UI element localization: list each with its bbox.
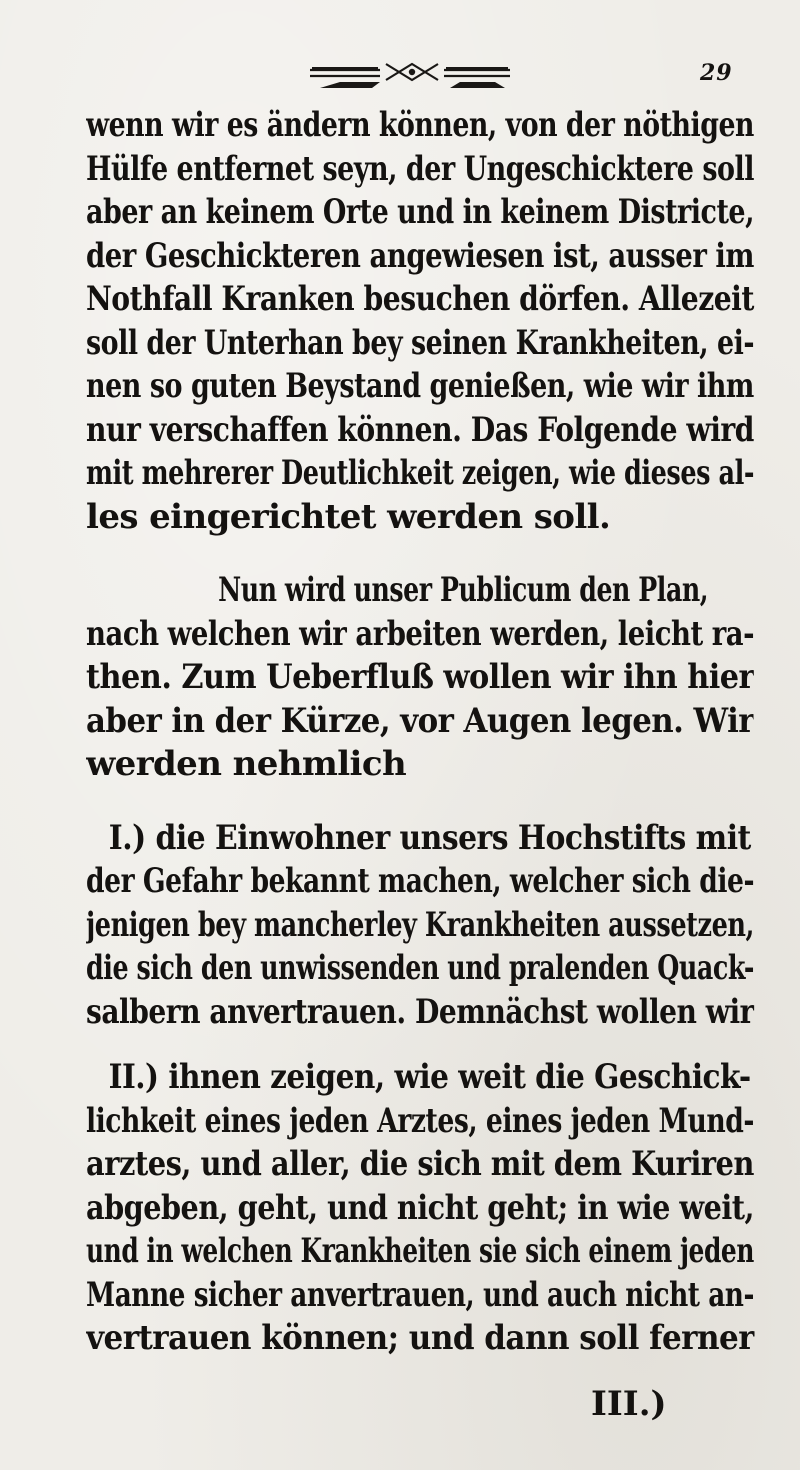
text-line: II.) ihnen zeigen, wie weit die Geschick- [108,1057,751,1097]
printer-ornament-icon [300,52,520,92]
paragraph-spacer [86,1361,754,1383]
paragraph-spacer [86,539,754,569]
text-line: aber in der Kürze, vor Augen legen. Wir [86,700,754,741]
text-line: soll der Unterhan bey seinen Krankheiten, ei- [86,322,755,363]
paragraph-2 [86,569,754,787]
text-line: vertrauen können; und dann soll ferner [86,1318,755,1358]
page-number: 29 [700,60,733,86]
paragraph-spacer [86,1034,754,1056]
text-line: der Gefahr bekannt machen, welcher sich die- [86,861,755,901]
text-line: nach welchen wir arbeiten werden, leicht ra- [86,613,755,654]
text-line: abgeben, geht, und nicht geht; in wie weit, [86,1187,754,1228]
text-line: lichkeit eines jeden Arztes, eines jeden Mund- [86,1100,754,1141]
text-line: Nothfall Kranken besuchen dörfen. Allezeit [86,279,754,319]
text-line: der Geschickteren angewiesen ist, ausser im [86,235,755,276]
paragraph-spacer [86,787,754,817]
text-line: die sich den unwissenden und pralenden Quack- [86,948,754,988]
text-line: und in welchen Krankheiten sie sich einem jeden [86,1231,754,1271]
text-line: jenigen bey mancherley Krankheiten aussetzen, [86,904,754,945]
paragraph-1 [86,104,754,539]
paragraph-4 [86,1056,754,1361]
text-line: nur verschaffen können. Das Folgende wird [86,409,755,450]
paragraph-3 [86,817,754,1035]
text-line: les eingerichtet werden soll. [86,496,611,537]
text-line: mit mehrerer Deutlichkeit zeigen, wie dieses al- [86,453,754,493]
text-line: werden nehmlich [86,744,407,784]
text-line: nen so guten Beystand genießen, wie wir ihm [86,366,754,406]
text-line: salbern anvertrauen. Demnächst wollen wir [86,991,754,1032]
text-line: I.) die Einwohner unsers Hochstifts mit [108,817,751,858]
text-line: Hülfe entfernet seyn, der Ungeschicktere soll [86,148,755,189]
body-text [86,104,754,1426]
text-line: Manne sicher anvertrauen, und auch nicht an- [86,1274,754,1315]
text-line: then. Zum Ueberfluß wollen wir ihn hier [86,657,755,697]
text-line: Nun wird unser Publicum den Plan, [218,570,709,610]
catchword: III.) [591,1383,667,1424]
text-line: wenn wir es ändern können, von der nöthigen [86,105,755,145]
text-line: aber an keinem Orte und in keinem Districte, [86,192,754,232]
text-line: arztes, und aller, die sich mit dem Kuriren [86,1144,754,1184]
